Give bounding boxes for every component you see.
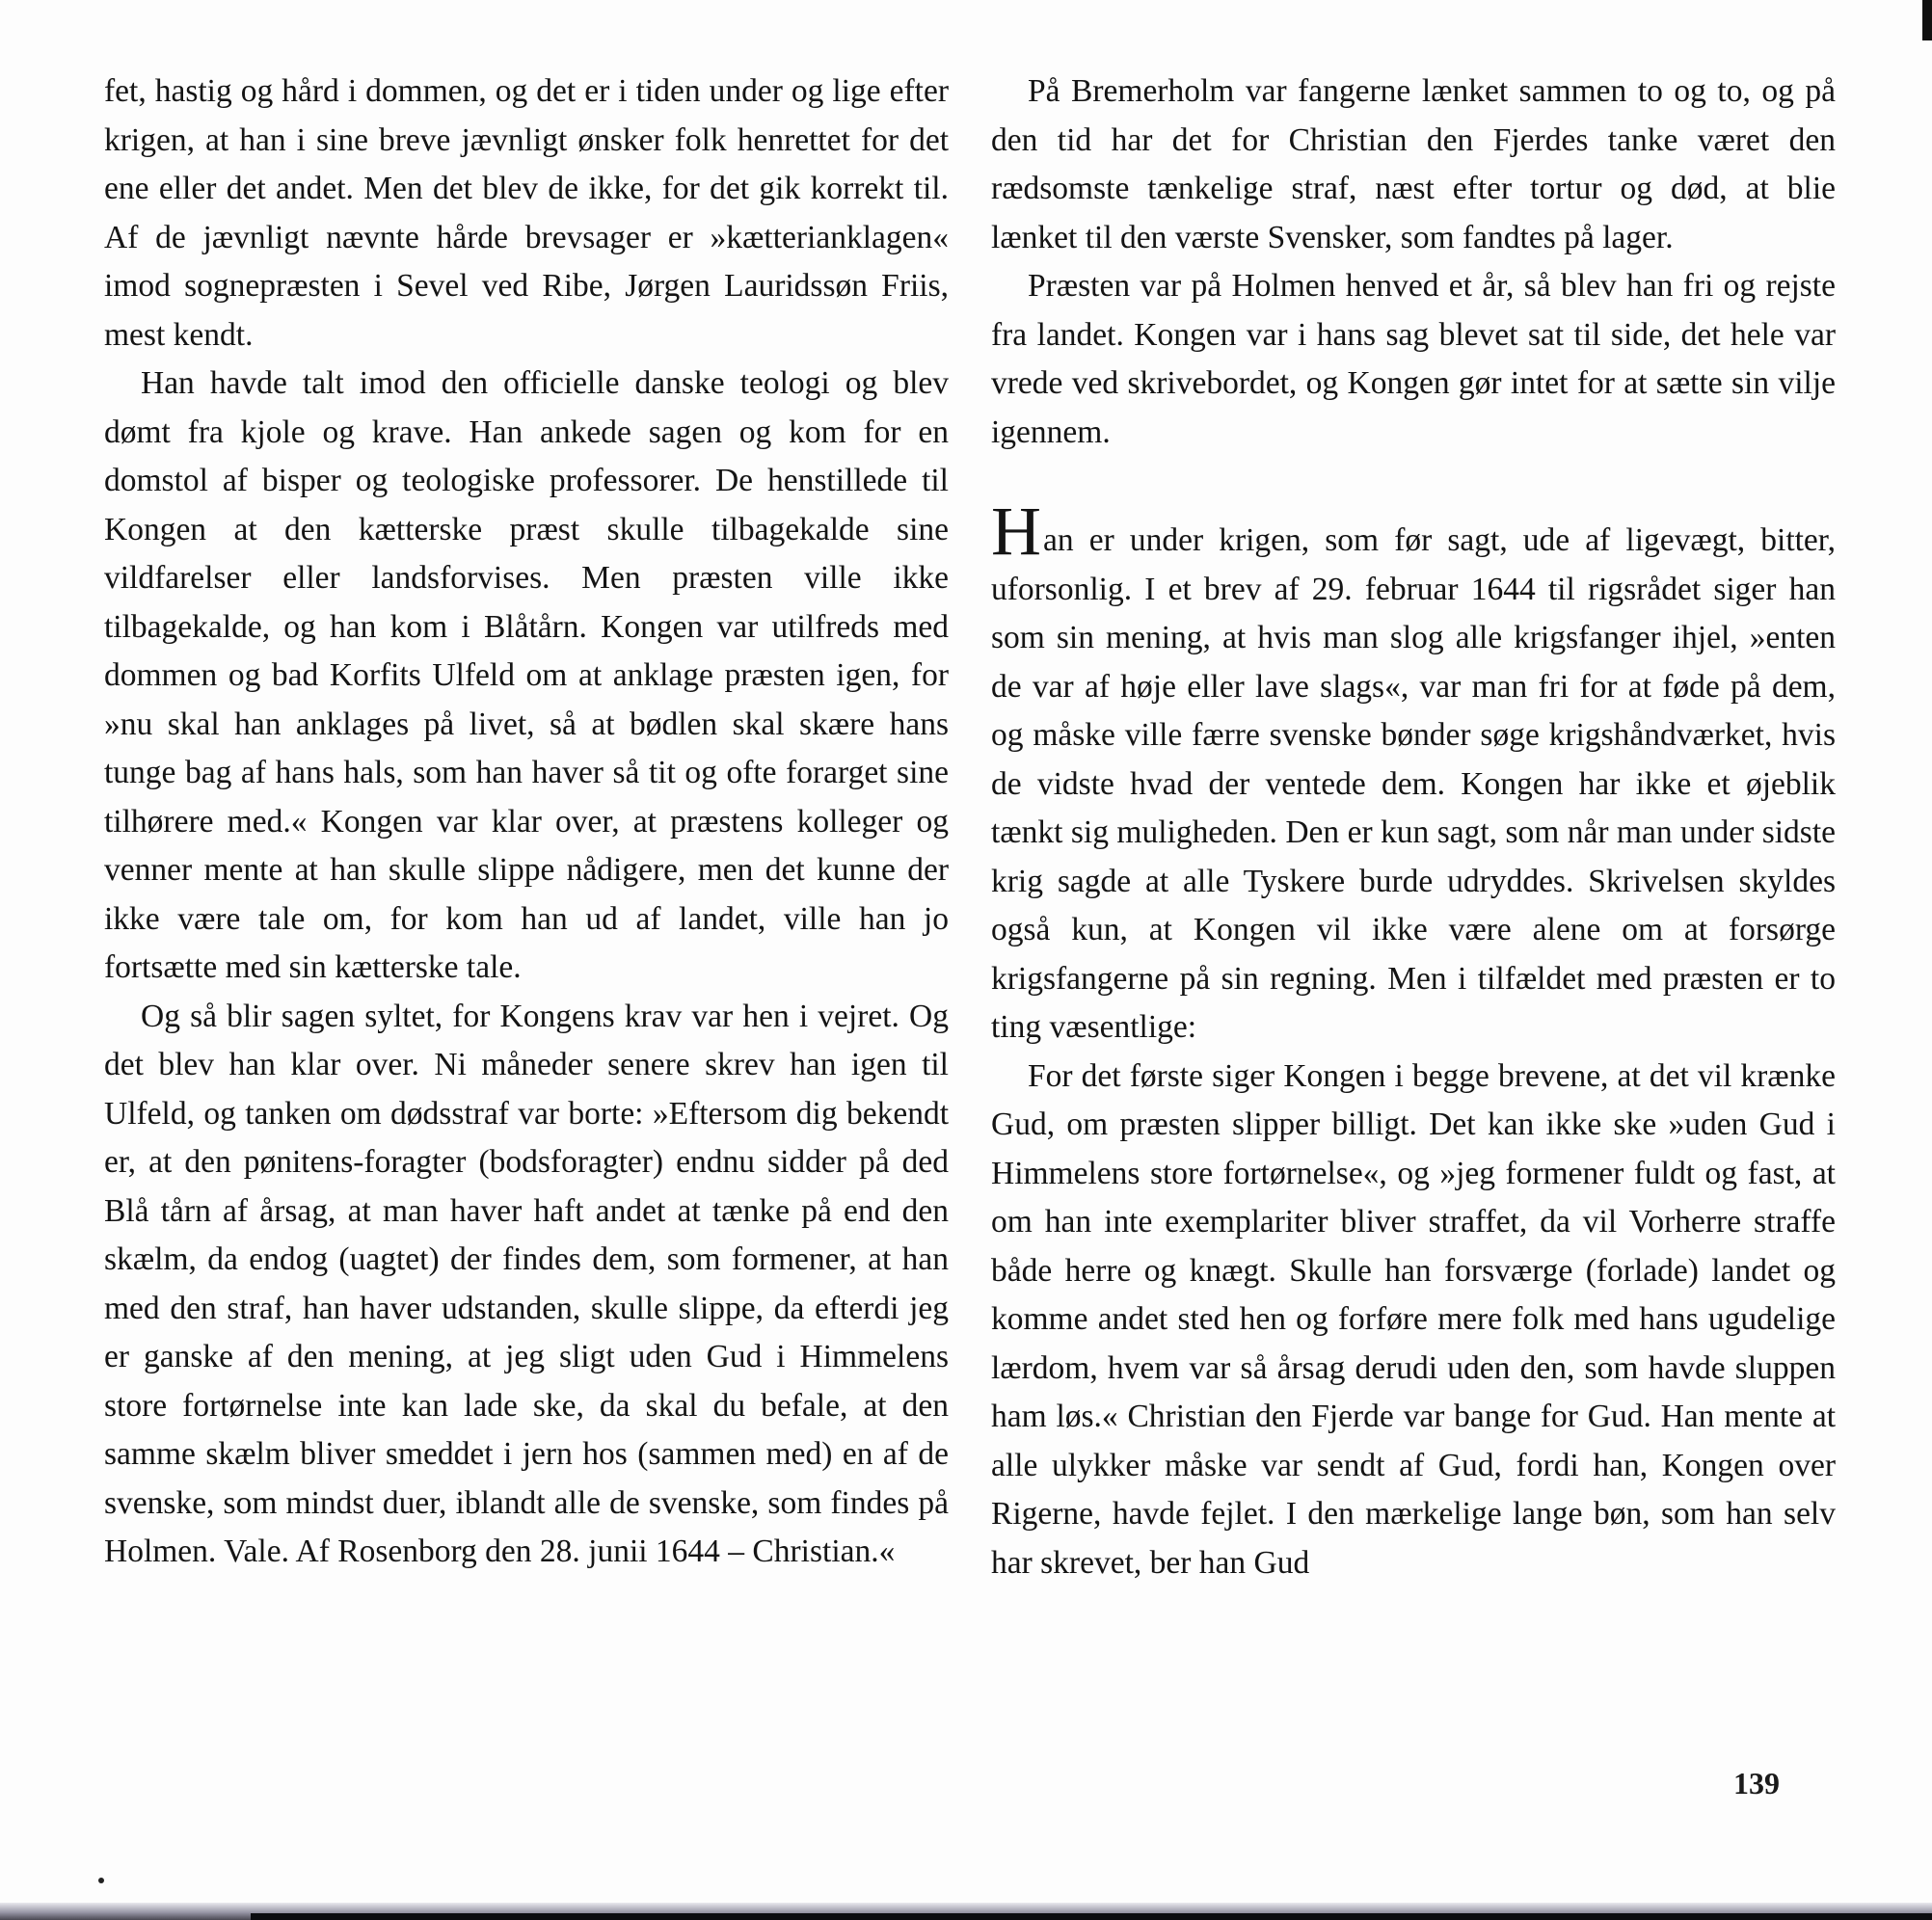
paragraph-4: På Bremerholm var fangerne lænket sammen to og to, og på den tid har det for Christian den Fjerdes tanke været den rædsomste tænkelige straf, næst efter tortur og død, at blie lænket til den værste Svensker, som fandtes på lager. (991, 73, 1836, 255)
scan-edge-mark (1922, 0, 1932, 40)
paragraph-1: fet, hastig og hård i dommen, og det er i tiden under og lige efter krigen, at han i sine breve jævnligt ønsker folk henrettet for det ene eller det andet. Men det blev de ikke, for det gik korrekt til. Af de jævnligt nævnte hårde brevsager er »kætterianklagen« imod sognepræsten i Sevel ved Ribe, Jørgen Lauridssøn Friis, mest kendt. (104, 73, 949, 353)
right-text-column (991, 67, 1836, 1587)
paragraph-2: Han havde talt imod den officielle danske teologi og blev dømt fra kjole og krave. Han ankede sagen og kom for en domstol af bisper og teologiske professorer. De henstillede til Kongen at den kætterske præst skulle tilbagekalde sine vildfarelser eller landsforvises. Men præsten ville ikke tilbagekalde, og han kom i Blåtårn. Kongen var utilfreds med dommen og bad Korfits Ulfeld om at anklage præsten igen, for »nu skal han anklages på livet, så at bødlen skal skære hans tunge bag af hans hals, som han haver så tit og ofte forarget sine tilhørere med.« Kongen var klar over, at præstens kolleger og venner mente at han skulle slippe nådigere, men det kunne der ikke være tale om, for kom han ud af landet, ville han jo fortsætte med sin kætterske tale. (104, 365, 949, 985)
scan-bottom-shadow (251, 1913, 1932, 1920)
left-text-column (104, 67, 949, 1577)
scan-speck (98, 1878, 104, 1883)
section-paragraph-text: an er under krigen, som før sagt, ude af ligevægt, bitter, uforsonlig. I et brev af 29. februar 1644 til rigsrådet siger han som sin mening, at hvis man slog alle krigsfanger ihjel, »enten de var af høje eller lave slags«, var man fri for at føde på dem, og måske ville færre svenske bønder søge krigshåndværket, hvis de vidste hvad der ventede dem. Kongen har ikke et øjeblik tænkt sig muligheden. Den er kun sagt, som når man under sidste krig sagde at alle Tyskere burde udryddes. Skrivelsen skyldes også kun, at Kongen vil ikke være alene om at forsørge krigsfangerne på sin regning. Men i tilfældet med præsten er to ting væsentlige: (991, 522, 1836, 1045)
paragraph-3: Og så blir sagen syltet, for Kongens krav var hen i vejret. Og det blev han klar over. Ni måneder senere skrev han igen til Ulfeld, og tanken om dødsstraf var borte: »Eftersom dig bekendt er, at den pønitens-foragter (bodsforagter) endnu sidder på ded Blå tårn af årsag, at man haver haft andet at tænke på end den skælm, da endog (uagtet) der findes dem, som formener, at han med den straf, han haver udstanden, skulle slippe, da efterdi jeg er ganske af den mening, at jeg sligt uden Gud i Himmelens store fortørnelse inte kan lade ske, da skal du befale, at den samme skælm bliver smeddet i jern hos (sammen med) en af de svenske, som mindst duer, iblandt alle de svenske, som findes på Holmen. Vale. Af Rosenborg den 28. junii 1644 – Christian.« (104, 998, 949, 1569)
paragraph-5: Præsten var på Holmen henved et år, så blev han fri og rejste fra landet. Kongen var i hans sag blevet sat til side, det hele var vrede ved skrivebordet, og Kongen gør intet for at sætte sin vilje igennem. (991, 268, 1836, 450)
drop-cap-letter: H (991, 493, 1041, 570)
section-paragraph (991, 493, 1836, 1053)
page-number: 139 (1733, 1766, 1780, 1800)
paragraph-7: For det første siger Kongen i begge brevene, at det vil krænke Gud, om præsten slipper billigt. Det kan ikke ske »uden Gud i Himmelens store fortørnelse«, og »jeg formener fuldt og fast, at om han inte exemplariter bliver straffet, da vil Vorherre straffe både herre og knægt. Skulle han forsværge (forlade) landet og komme andet sted hen og forføre mere folk med hans ugudelige lærdom, hvem var så årsag derudi uden den, som havde sluppen ham løs.« Christian den Fjerde var bange for Gud. Han mente at alle ulykker måske var sendt af Gud, fordi han, Kongen over Rigerne, havde fejlet. I den mærkelige lange bøn, som han selv har skrevet, ber han Gud (991, 1057, 1836, 1581)
